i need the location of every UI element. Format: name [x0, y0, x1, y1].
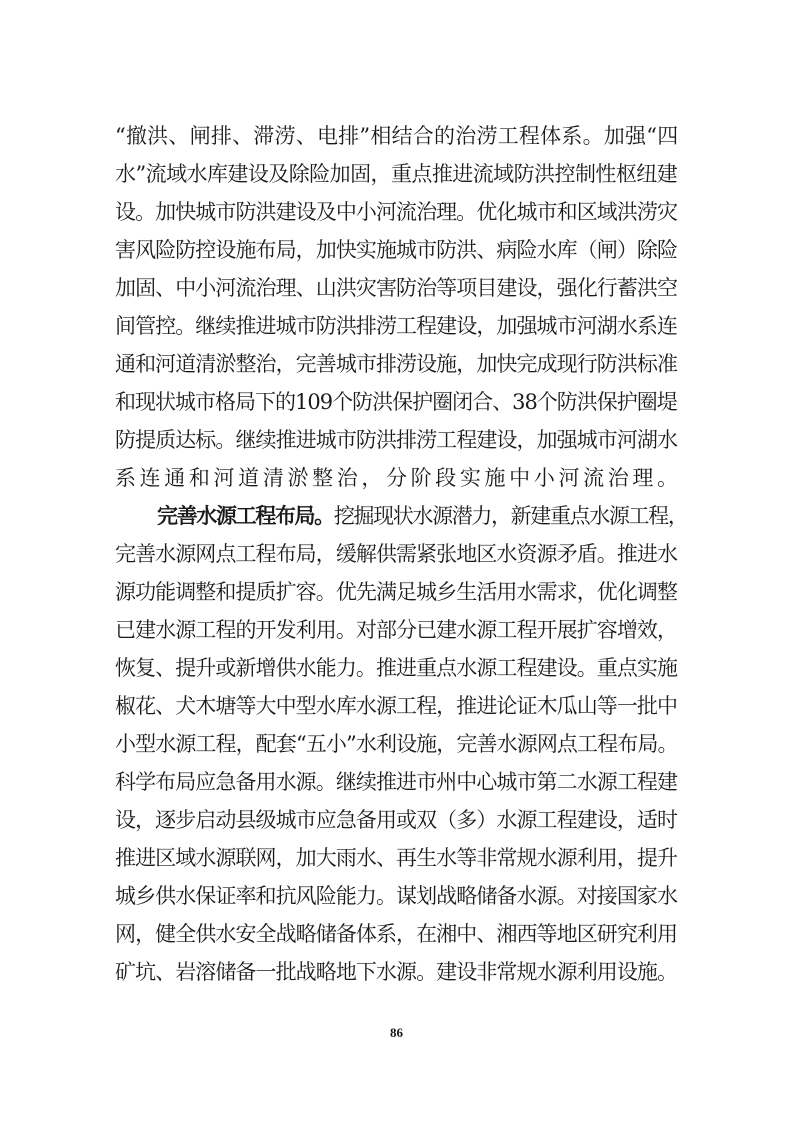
paragraph2-line: 城乡供水保证率和抗风险能力。谋划战略储备水源。对接国家水 — [115, 884, 678, 908]
paragraph2-line: 完善水源网点工程布局，缓解供需紧张地区水资源矛盾。推进水 — [115, 542, 678, 566]
paragraph2-line: 设，逐步启动县级城市应急备用或双（多）水源工程建设，适时 — [115, 808, 678, 832]
paragraph2-first-line — [157, 499, 687, 533]
page-number: 86 — [390, 1025, 403, 1040]
paragraph2-line: 网，健全供水安全战略储备体系，在湘中、湘西等地区研究利用 — [115, 922, 678, 946]
paragraph2-line: 源功能调整和提质扩容。优先满足城乡生活用水需求，优化调整 — [115, 580, 678, 604]
paragraph1-line: 设。加快城市防洪建设及中小河流治理。优化城市和区域洪涝灾 — [115, 200, 678, 224]
paragraph1-line: 害风险防控设施布局，加快实施城市防洪、病险水库（闸）除险 — [115, 238, 678, 262]
paragraph1-line: 和现状城市格局下的109个防洪保护圈闭合、38个防洪保护圈堤 — [115, 390, 677, 414]
paragraph1-line: 水”流域水库建设及除险加固，重点推进流域防洪控制性枢纽建 — [115, 162, 678, 186]
paragraph2-heading: 完善水源工程布局。 — [157, 503, 334, 528]
paragraph2-line: 恢复、提升或新增供水能力。推进重点水源工程建设。重点实施 — [115, 656, 678, 680]
paragraph2-line: 椒花、犬木塘等大中型水库水源工程，推进论证木瓜山等一批中 — [115, 694, 678, 718]
paragraph1-line: 防提质达标。继续推进城市防洪排涝工程建设，加强城市河湖水 — [115, 428, 678, 452]
paragraph2-line: 推进区域水源联网，加大雨水、再生水等非常规水源利用，提升 — [115, 846, 678, 870]
paragraph2-line: 小型水源工程，配套“五小”水利设施，完善水源网点工程布局。 — [115, 732, 678, 756]
paragraph1-line: 间管控。继续推进城市防洪排涝工程建设，加强城市河湖水系连 — [115, 314, 678, 338]
paragraph1-line: “撤洪、闸排、滞涝、电排”相结合的治涝工程体系。加强“四 — [115, 124, 679, 148]
paragraph1-line: 加固、中小河流治理、山洪灾害防治等项目建设，强化行蓄洪空 — [115, 276, 678, 300]
paragraph1-line: 通和河道清淤整治，完善城市排涝设施，加快完成现行防洪标准 — [115, 352, 678, 376]
paragraph1-line: 系连通和河道清淤整治，分阶段实施中小河流治理。 — [115, 466, 682, 490]
paragraph2-line: 已建水源工程的开发利用。对部分已建水源工程开展扩容增效， — [115, 618, 678, 642]
paragraph2-line: 科学布局应急备用水源。继续推进市州中心城市第二水源工程建 — [115, 770, 678, 794]
paragraph2-line: 矿坑、岩溶储备一批战略地下水源。建设非常规水源利用设施。 — [115, 960, 678, 984]
paragraph2-first-line-text: 挖掘现状水源潜力，新建重点水源工程， — [333, 504, 688, 528]
